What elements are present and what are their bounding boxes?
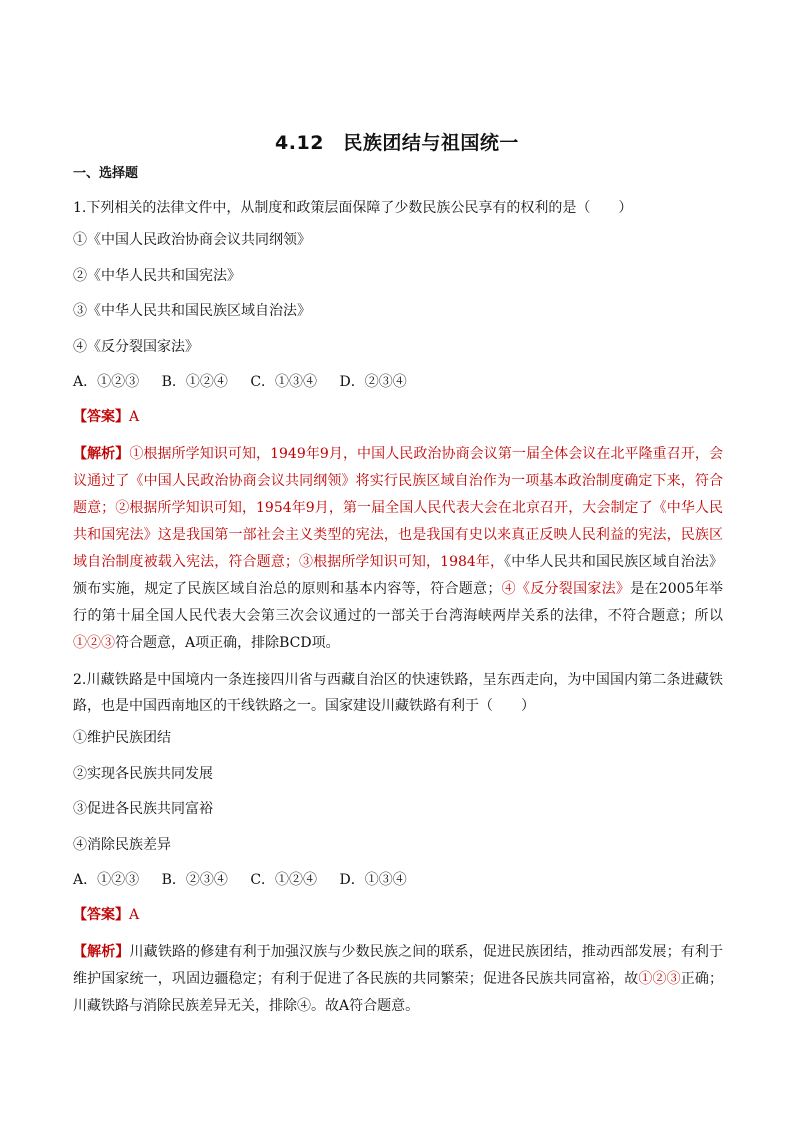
answer-choices (73, 869, 723, 891)
question-stem: 1.下列相关的法律文件中，从制度和政策层面保障了少数民族公民享有的权利的是（ ） (73, 200, 633, 216)
question-2 (73, 667, 723, 1020)
analysis-text: ④《反分裂国家法》 (501, 581, 631, 597)
statement-option: ①维护民族团结 (73, 730, 171, 746)
statement-option: ③促进各民族共同富裕 (73, 801, 213, 817)
answer-tag: 【答案】 (73, 907, 129, 923)
answer-line (73, 904, 723, 926)
analysis-text: ①②③ (638, 971, 681, 987)
choice-d: D．②③④ (339, 374, 407, 390)
analysis-text: 《中华人民共和国民族区域自治法》颁布实施，规定了民族区域自治总的原则和基本内容等，符合题意； (73, 554, 723, 597)
analysis-text: 川藏铁路的修建有利于加强汉族与少数民族之间的联系，促进民族团结，推动西部发展；有利于维护国家统一，巩固边疆稳定；有利于促进了各民族的共同繁荣；促进各民族共同富裕，故 (73, 944, 724, 987)
answer-tag: 【答案】 (73, 409, 129, 425)
answer-choices (73, 371, 723, 393)
answer-line (73, 406, 723, 428)
page-title: 4.12 民族团结与祖国统一 (275, 132, 519, 154)
choice-b: B．②③④ (161, 872, 228, 888)
choice-a: A．①②③ (73, 374, 140, 390)
analysis-text: 正确；川藏铁路与消除民族差异无关，排除④。故A符合题意。 (73, 971, 724, 1014)
question-stem: 2.川藏铁路是中国境内一条连接四川省与西藏自治区的快速铁路，呈东西走向，为中国国内第二条进藏铁路，也是中国西南地区的干线铁路之一。国家建设川藏铁路有利于（ ） (73, 672, 723, 714)
choice-a: A．①②③ (73, 872, 140, 888)
choice-c: C．①③④ (250, 374, 318, 390)
analysis-tag: 【解析】 (73, 446, 130, 462)
analysis-text: ③根据所学知识可知，1984年， (298, 554, 505, 570)
statement-option: ④消除民族差异 (73, 836, 171, 853)
statement-option: ②实现各民族共同发展 (73, 765, 213, 782)
analysis-paragraph (73, 441, 723, 657)
analysis-tag: 【解析】 (73, 944, 130, 960)
choice-d: D．①③④ (339, 872, 407, 888)
choice-c: C．①②④ (250, 872, 318, 888)
statement-option: ④《反分裂国家法》 (73, 338, 199, 355)
question-1 (73, 195, 723, 657)
document-body (73, 163, 723, 1030)
analysis-text: 符合题意，A项正确，排除BCD项。 (115, 635, 340, 651)
analysis-text: ①根据所学知识可知，1949年9月，中国人民政治协商会议第一届全体会议在北平隆重召开，会议通过了《中国人民政治协商会议共同纲领》将实行民族区域自治作为一项基本政治制度确定下来，符合题意；②根据所学知识可知，1954年9月，第一届全国人民代表大会在北京召开，大会制定了《中华人民共和国宪法》这是我国第一部社会主义类型的宪法，也是我国有史以来真正反映人民利益的宪法，民族区域自治制度被载入宪法，符合题意； (73, 446, 724, 570)
analysis-paragraph (73, 939, 723, 1020)
choice-b: B．①②④ (161, 374, 228, 390)
analysis-text: ①②③ (73, 635, 115, 651)
statement-option: ③《中华人民共和国民族区域自治法》 (73, 303, 311, 319)
analysis-text: 是在2005年举行的第十届全国人民代表大会第三次会议通过的一部关于台湾海峡两岸关系的法律，不符合题意；所以 (73, 581, 723, 624)
statement-option: ①《中国人民政治协商会议共同纲领》 (73, 232, 311, 248)
answer-value: A (129, 409, 140, 425)
section-heading: 一、选择题 (73, 166, 139, 181)
answer-value: A (129, 907, 140, 923)
statement-option: ②《中华人民共和国宪法》 (73, 267, 241, 284)
